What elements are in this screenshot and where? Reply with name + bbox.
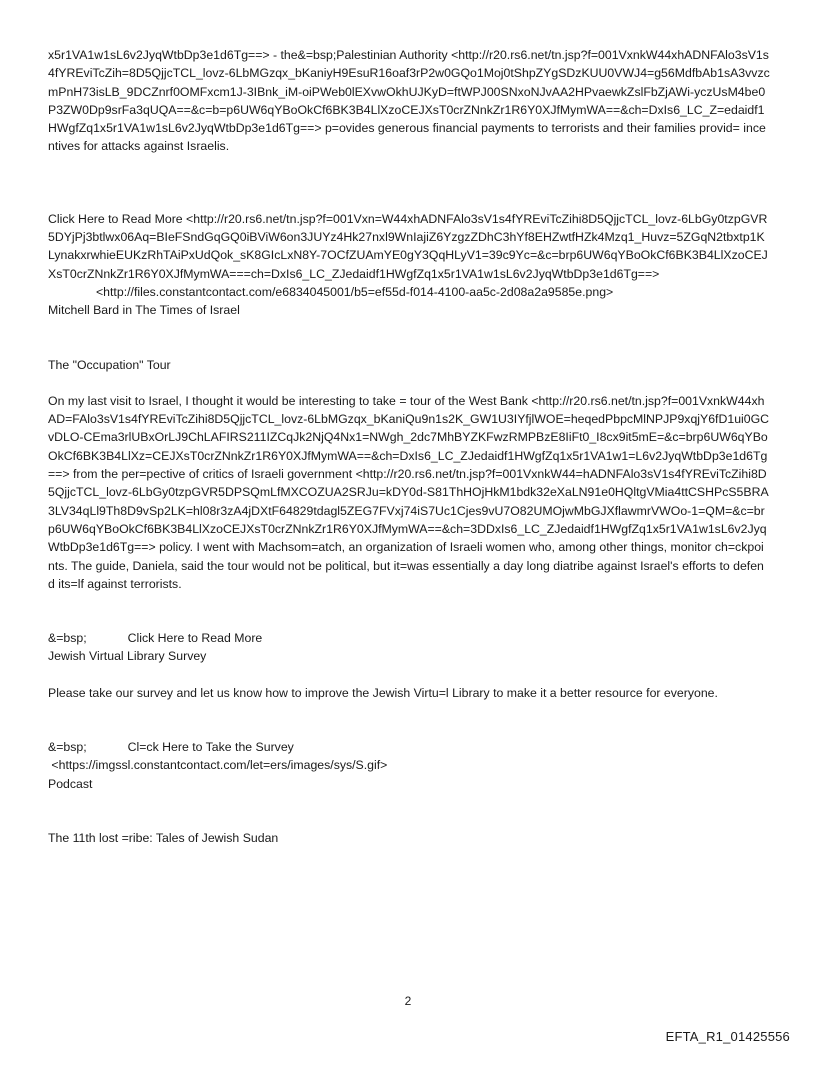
- article-title-occupation-tour: The "Occupation" Tour: [48, 357, 171, 372]
- survey-link[interactable]: &=bsp; Cl=ck Here to Take the Survey: [48, 740, 294, 755]
- survey-paragraph: Please take our survey and let us know how to improve the Jewish Virtu=l Library to make it a better resource for everyone.: [48, 685, 718, 700]
- read-more-link-1[interactable]: Click Here to Read More <http://r20.rs6.net/tn.jsp?f=001Vxn=W44xhADNFAlo3sV1s4fYREviTcZihi8D5QjjcTCL_lovz-6LbGy0tzpGVR5DYjPj3btlwx06Aq=BIeFSndGqGQ0iBViW6on3JUYz4Hk27nxl9WnIajiZ6YzgzZDhC3hYf8EHZwtfHZk4Mzq1_Huvz=5ZGqN2tbxtp1KLynakxrwhieEUKzRhTAiPxUdQok_sK8GIcLxN8Y-7OCfZUAmYE0gY3QqHLyV1=39c9Yc=&c=brp6UW6qYBoOkCf6BK3B4LlXzoCEJXsT0crZNnkZr1R6Y0XJfMymWA===ch=DxIs6_LC_ZJedaidf1HWgfZq1x5r1VA1w1sL6v2JyqWtbDp3e1d6Tg==>: [48, 211, 768, 281]
- document-id-footer: EFTA_R1_01425556: [665, 1029, 790, 1044]
- image-url-text: <http://files.constantcontact.com/e6834045001/b5=ef55d-f014-4100-aa5c-2d08a2a9585e.png>: [96, 284, 614, 299]
- paragraph-pa-payments: x5r1VA1w1sL6v2JyqWtbDp3e1d6Tg==> - the&=bsp;Palestinian Authority <http://r20.rs6.net/tn.jsp?f=001VxnkW44xhADNFAlo3sV1s4fYREviTcZih=8D5QjjcTCL_lovz-6LbMGzqx_bKaniyH9EsuR16oaf3rP2w0GQo1Moj0tShpZYgSDzKUU0VWJ4=g56MdfbAb1sA3vvzcmPnH73isLB_9DCZnrf0OMFxcm1J-3IBnk_iM-oiPWeb0lEXvwOkhUJKyD=ftWPJ00SNxoNJvAA2HPvaewkZslFbZjAWi-yczUsM4be0P3ZW0Dp9srFa3qUQA==&c=b=p6UW6qYBoOkCf6BK3B4LlXzoCEJXsT0crZNnkZr1R6Y0XJfMymWA==&ch=DxIs6_LC_Z=edaidf1HWgfZq1x5r1VA1w1sL6v2JyqWtbDp3e1d6Tg==> p=ovides generous financial payments to terrorists and their families provid= incentives for attacks against Israelis.: [48, 48, 770, 154]
- survey-heading: Jewish Virtual Library Survey: [48, 649, 207, 664]
- survey-image-url-text: <https://imgssl.constantcontact.com/let=ers/images/sys/S.gif>: [48, 758, 388, 773]
- article-byline: Mitchell Bard in The Times of Israel: [48, 303, 240, 318]
- document-body: [48, 46, 770, 847]
- paragraph-occupation-tour: On my last visit to Israel, I thought it would be interesting to take = tour of the West Bank <http://r20.rs6.net/tn.jsp?f=001VxnkW44xhAD=FAlo3sV1s4fYREviTcZihi8D5QjjcTCL_lovz-6LbMGzqx_bKaniQu9n1s2K_GW1U3IYfjlWOE=heqedPbpcMlNPJP9xqjY6fD1ui0GCvDLO-CEma3rlUBxOrLJ9ChLAFIRS211IZCqJk2NjQ4Nx1=NWgh_2dc7MhBYZKFwzRMPBzE8IiFt0_I8cx9it5mE=&c=brp6UW6qYBoOkCf6BK3B4LlXz=CEJXsT0crZNnkZr1R6Y0XJfMymWA==&ch=DxIs6_LC_ZJedaidf1HWgfZq1x5r1VA1w1=L6v2JyqWtbDp3e1d6Tg==> from the per=pective of critics of Israeli government <http://r20.rs6.net/tn.jsp?f=001VxnkW44=hADNFAlo3sV1s4fYREviTcZihi8D5QjjcTCL_lovz-6LbGy0tzpGVR5DPSQmLfMXCOZUA2SRJu=kDY0d-S81ThHOjHkM1bdk32eXaLN91e0HQltgVMia4ttCSHPcS5BRA3LV34qLl9Th8D9vSp2LK=hl08r3zA4jDXtF64829tdagl5ZEG7FVxj74iS7Uc1Cjes9vU7O82UMOjwMbGJXflawmrVWOo-1=QM=&c=brp6UW6qYBoOkCf6BK3B4LlXzoCEJXsT0crZNnkZr1R6Y0XJfMymWA==&ch=3DDxIs6_LC_ZJedaidf1HWgfZq1x5r1VA1w1sL6v2JyqWtbDp3e1d6Tg==> policy. I went with Machsom=atch, an organization of Israeli women who, among other things, monitor ch=ckpoints. The guide, Daniela, said the tour would not be political, but it=was essentially a day long diatribe against Israel's efforts to defend its=lf against terrorists.: [48, 393, 770, 591]
- podcast-title: The 11th lost =ribe: Tales of Jewish Sudan: [48, 830, 279, 845]
- page-number: 2: [404, 994, 412, 1008]
- podcast-heading: Podcast: [48, 776, 93, 791]
- read-more-link-2[interactable]: &=bsp; Click Here to Read More: [48, 631, 263, 646]
